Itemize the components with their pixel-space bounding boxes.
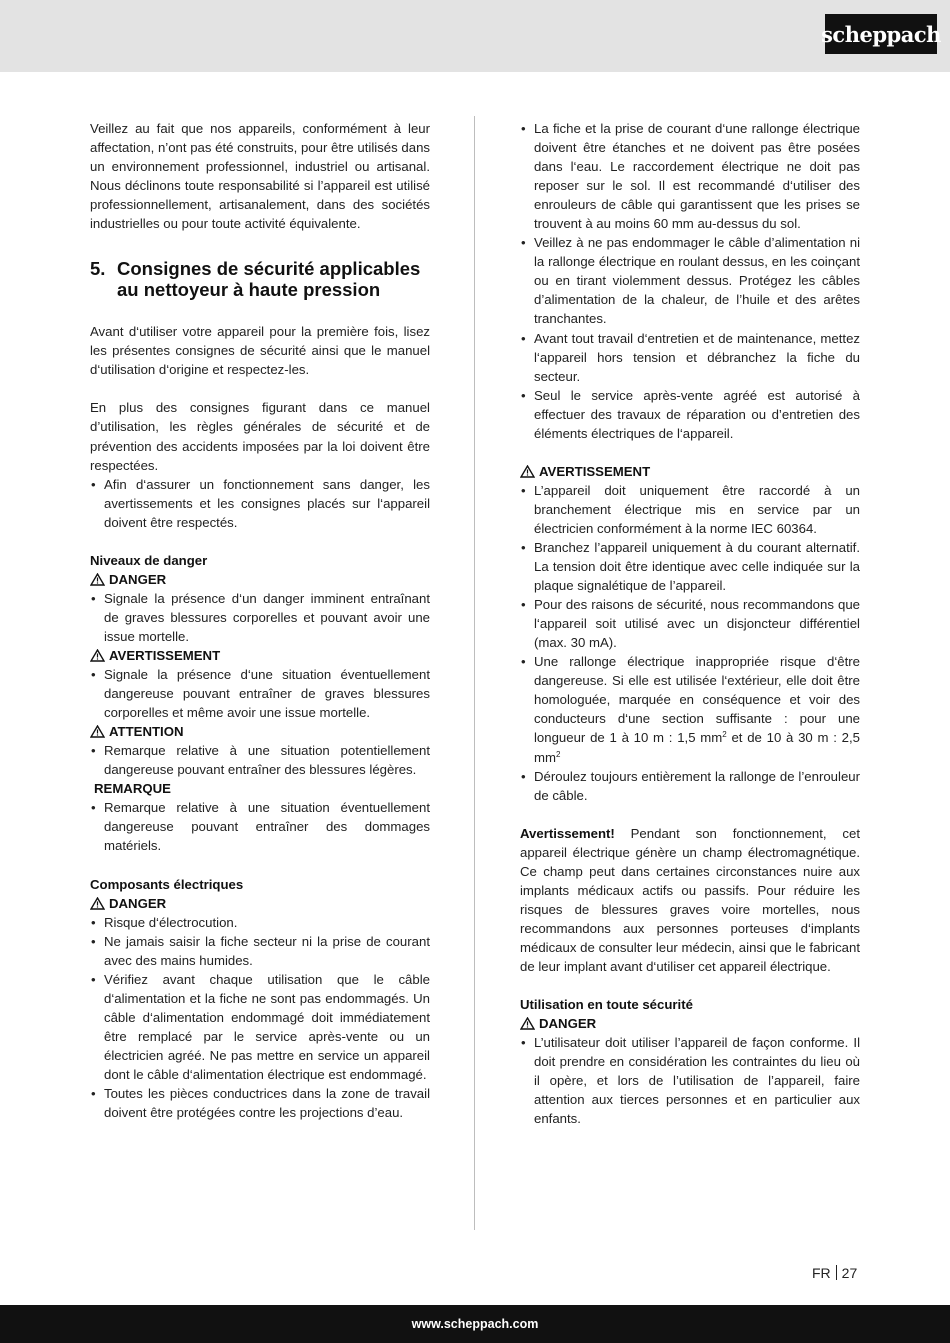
- remarque-label: REMARQUE: [94, 781, 171, 797]
- list-item: • Pour des raisons de sécurité, nous recommandons que l‘appareil soit utilisé avec un disjoncteur différentiel (max. 30 mA).: [520, 595, 860, 652]
- page-number: FR 27: [812, 1265, 858, 1281]
- composants-danger-label: DANGER: [90, 894, 430, 913]
- composants-heading: Composants électriques: [90, 876, 244, 892]
- intro-paragraph: Veillez au fait que nos appareils, conformément à leur affectation, n’ont pas été construits, pour être utilisés dans un environnement professionnel, industriel ou artisanal. Nous déclinons toute responsabilité si l’appareil est utilisé professionnellement, artisanalement, dans des sociétés industrielles ou pour toute activité équivalente.: [90, 121, 430, 232]
- list-item: • Branchez l’appareil uniquement à du courant alternatif. La tension doit être identique avec celle indiquée sur la plaque signalétique de l’appareil.: [520, 538, 860, 595]
- list-item: • L’appareil doit uniquement être raccordé à un branchement électrique mis en service par un électricien conformément à la norme IEC 60364.: [520, 481, 860, 538]
- general-rules-list: [90, 475, 430, 532]
- list-item: • Une rallonge électrique inappropriée risque d‘être dangereuse. Si elle est utilisée l‘extérieur, elle doit être homologuée, marquée en conséquence et voir des conducteurs d‘une section suffisante : pour une longueur de 1 à 10 m : 1,5 $mm^2$ et de 10 à 30 m : 2,5 $mm^2$: [520, 652, 860, 766]
- danger-list: [90, 589, 430, 646]
- warning-triangle-icon: [90, 897, 105, 910]
- column-divider: [474, 116, 475, 1230]
- avertissement-list: [90, 665, 430, 722]
- list-item: • Avant tout travail d‘entretien et de maintenance, mettez l‘appareil hors tension et débranchez la fiche du secteur.: [520, 329, 860, 386]
- list-item: • Seul le service après-vente agréé est autorisé à effectuer des travaux de réparation ou d’entretien des éléments électriques de l‘appareil.: [520, 386, 860, 443]
- section-title: Consignes de sécurité applicables au nettoyeur à haute pression: [117, 258, 421, 301]
- first-use-paragraph: Avant d‘utiliser votre appareil pour la première fois, lisez les présentes consignes de sécurité ainsi que le manuel d‘utilisation d‘origine et respectez-les.: [90, 324, 430, 378]
- electrical-list: [520, 119, 860, 443]
- footer-url[interactable]: www.scheppach.com: [411, 1317, 539, 1331]
- list-item: • Remarque relative à une situation potentiellement dangereuse pouvant entraîner des blessures légères.: [90, 741, 430, 779]
- utilisation-heading: Utilisation en toute sécurité: [520, 997, 693, 1013]
- emf-notice: Avertissement! Pendant son fonctionnement, cet appareil électrique génère un champ électromagnétique. Ce champ peut dans certaines circonstances nuire aux implants médicaux actifs ou passifs. Pour réduire les risques de blessures graves voire mortelles, nous recommandons aux personnes porteuses d‘implants médicaux de consulter leur médecin, ainsi que le fabricant de leur implant avant d‘utiliser cet appareil électrique.: [520, 825, 860, 974]
- list-item: • Vérifiez avant chaque utilisation que le câble d‘alimentation et la fiche ne sont pas endommagés. Un câble d‘alimentation endommagé doit immédiatement être remplacé par le service après-vente ou un électricien agréé. Ne pas mettre en service un appareil dont le câble d‘alimentation électrique est endommagé.: [90, 970, 430, 1084]
- notice-label: Avertissement!: [520, 825, 615, 841]
- right-column: [520, 119, 860, 1128]
- remarque-list: [90, 798, 430, 855]
- utilisation-list: [520, 1033, 860, 1128]
- list-item: • Signale la présence d‘un danger imminent entraînant de graves blessures corporelles et pouvant avoir une issue mortelle.: [90, 589, 430, 646]
- general-rules-paragraph: En plus des consignes figurant dans ce manuel d’utilisation, les règles générales de sécurité et de prévention des accidents imposées par la loi doivent être respectées.: [90, 400, 430, 473]
- composants-list: [90, 913, 430, 1123]
- warning-triangle-icon: [90, 649, 105, 662]
- header-bar: [0, 0, 950, 72]
- list-item: • La fiche et la prise de courant d‘une rallonge électrique doivent être étanches et ne doivent pas être posées dans l‘eau. Le raccordement électrique ne doit pas reposer sur le sol. Il est recommandé d‘utiliser des enrouleurs de câble qui garantissent que les prises se trouvent à au moins 60 mm au-dessus du sol.: [520, 119, 860, 233]
- danger-label: DANGER: [90, 570, 430, 589]
- list-item: • Signale la présence d‘une situation éventuellement dangereuse pouvant entraîner de graves blessures corporelles et même avoir une issue mortelle.: [90, 665, 430, 722]
- section-heading: [90, 258, 430, 300]
- list-item: • Ne jamais saisir la fiche secteur ni la prise de courant avec des mains humides.: [90, 932, 430, 970]
- left-column: [90, 119, 430, 1122]
- scheppach-logo: scheppach: [825, 14, 937, 54]
- list-item: • Veillez à ne pas endommager le câble d’alimentation ni la rallonge électrique en roulant dessus, en les coinçant ou en tirant violemment dessus. Protégez les câbles d’alimentation de la chaleur, de l’huile et des arêtes tranchantes.: [520, 233, 860, 328]
- avertissement-list: [520, 481, 860, 805]
- attention-list: [90, 741, 430, 779]
- list-item: • Déroulez toujours entièrement la rallonge de l’enrouleur de câble.: [520, 767, 860, 805]
- list-item: • Risque d‘électrocution.: [90, 913, 430, 932]
- list-item: • Afin d‘assurer un fonctionnement sans danger, les avertissements et les consignes placés sur l‘appareil doivent être respectés.: [90, 475, 430, 532]
- list-item: • Remarque relative à une situation éventuellement dangereuse pouvant entraîner des dommages matériels.: [90, 798, 430, 855]
- warning-triangle-icon: [90, 725, 105, 738]
- list-item: • L’utilisateur doit utiliser l’appareil de façon conforme. Il doit prendre en considération les contraintes du lieu où il opère, et lors de l’utilisation de l’appareil, faire attention aux tierces personnes et en particulier aux enfants.: [520, 1033, 860, 1128]
- attention-label: ATTENTION: [90, 722, 430, 741]
- section-number: 5.: [90, 258, 106, 280]
- footer-bar: [0, 1305, 950, 1343]
- niveaux-heading: Niveaux de danger: [90, 552, 208, 568]
- warning-triangle-icon: [520, 465, 535, 478]
- avertissement-label: AVERTISSEMENT: [520, 462, 860, 481]
- list-item: • Toutes les pièces conductrices dans la zone de travail doivent être protégées contre les projections d’eau.: [90, 1084, 430, 1122]
- warning-triangle-icon: [520, 1017, 535, 1030]
- avertissement-label: AVERTISSEMENT: [90, 646, 430, 665]
- utilisation-danger-label: DANGER: [520, 1014, 860, 1033]
- warning-triangle-icon: [90, 573, 105, 586]
